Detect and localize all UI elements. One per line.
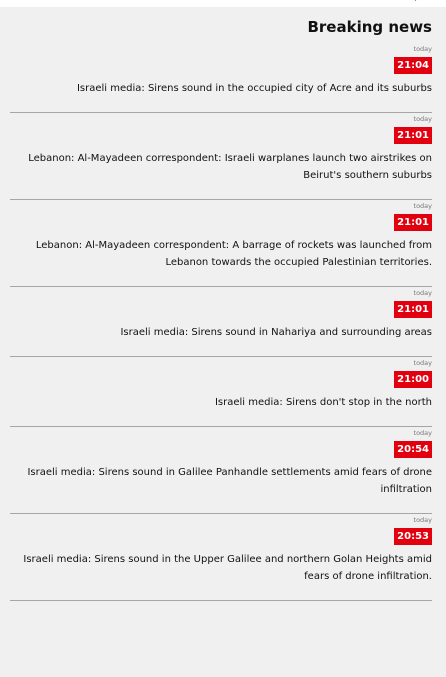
news-headline[interactable]: Lebanon: Al-Mayadeen correspondent: Israeli warplanes launch two airstrikes on Beirut's southern suburbs bbox=[28, 153, 432, 181]
news-item[interactable] bbox=[10, 200, 432, 287]
top-strip-fragment: ۰ bbox=[413, 0, 418, 6]
news-headline[interactable]: Israeli media: Sirens sound in the Upper Galilee and northern Golan Heights amid fears of drone infiltration. bbox=[23, 554, 432, 582]
news-meta bbox=[10, 357, 432, 388]
news-item[interactable] bbox=[10, 427, 432, 514]
news-headline[interactable]: Israeli media: Sirens sound in Nahariya and surrounding areas bbox=[120, 327, 432, 338]
news-meta bbox=[10, 427, 432, 458]
news-time-badge: 20:53 bbox=[394, 528, 432, 545]
news-time-badge: 21:01 bbox=[394, 127, 432, 144]
news-day: today bbox=[413, 45, 432, 53]
news-item[interactable] bbox=[10, 514, 432, 601]
news-day: today bbox=[413, 429, 432, 437]
news-headline[interactable]: Israeli media: Sirens don't stop in the north bbox=[214, 397, 432, 408]
news-day: today bbox=[413, 289, 432, 297]
section-title: Breaking news bbox=[307, 18, 432, 36]
news-list bbox=[10, 43, 432, 601]
news-time-badge: 20:54 bbox=[394, 441, 432, 458]
news-headline[interactable]: Israeli media: Sirens sound in Galilee Panhandle settlements amid fears of drone infiltration bbox=[27, 467, 432, 495]
news-meta bbox=[10, 514, 432, 545]
news-headline[interactable]: Israeli media: Sirens sound in the occupied city of Acre and its suburbs bbox=[76, 83, 432, 94]
news-item[interactable] bbox=[10, 287, 432, 357]
news-time-badge: 21:01 bbox=[394, 301, 432, 318]
news-meta bbox=[10, 200, 432, 231]
news-meta bbox=[10, 43, 432, 74]
news-day: today bbox=[413, 115, 432, 123]
news-item[interactable] bbox=[10, 113, 432, 200]
news-day: today bbox=[413, 359, 432, 367]
news-time-badge: 21:04 bbox=[394, 57, 432, 74]
news-meta bbox=[10, 113, 432, 144]
news-headline[interactable]: Lebanon: Al-Mayadeen correspondent: A barrage of rockets was launched from Lebanon towards the occupied Palestinian territories. bbox=[35, 240, 432, 268]
news-meta bbox=[10, 287, 432, 318]
news-day: today bbox=[413, 202, 432, 210]
news-time-badge: 21:01 bbox=[394, 214, 432, 231]
news-item[interactable] bbox=[10, 357, 432, 427]
news-time-badge: 21:00 bbox=[394, 371, 432, 388]
top-strip bbox=[0, 0, 446, 7]
news-day: today bbox=[413, 516, 432, 524]
news-item[interactable] bbox=[10, 43, 432, 113]
